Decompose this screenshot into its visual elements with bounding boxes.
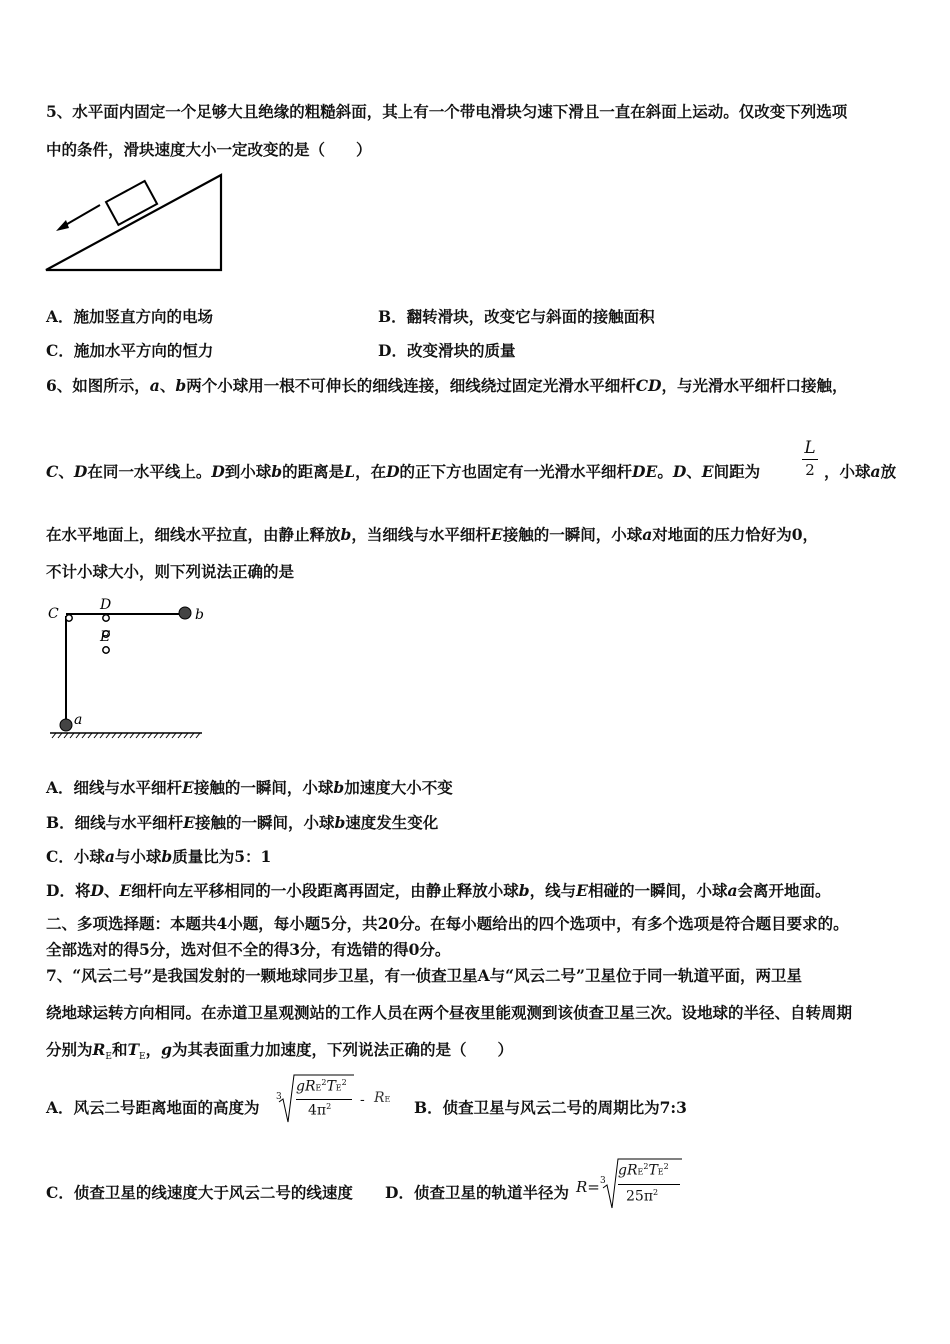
section2-heading-line2: 全部选对的得5分，选对但不全的得3分，有选错的得0分。 [46,940,451,959]
q6-stem-line3: 在水平地面上，细线水平拉直，由静止释放b，当细线与水平细杆E接触的一瞬间，小球a对地面的压力恰好为0， [46,525,819,544]
q7-stem-line2: 绕地球运转方向相同。在赤道卫星观测站的工作人员在两个昼夜里能观测到该侦查卫星三次。设地球的半径、自转周期 [46,1003,853,1022]
label-e: E [100,629,111,645]
q6-stem-line2: C、D在同一水平线上。D到小球b的距离是L，在D的正下方也固定有一光滑水平细杆DE。D、E间距为 [46,462,761,481]
q7-stem-line3: 分别为$R_E$和$T_E$，g为其表面重力加速度，下列说法正确的是（ ） [46,1040,513,1063]
q5-stem-line1: 5、水平面内固定一个足够大且绝缘的粗糙斜面，其上有一个带电滑块匀速下滑且一直在斜面上运动。仅改变下列选项 [46,102,848,121]
q6-stem-line4: 不计小球大小，则下列说法正确的是 [46,562,295,581]
label-d: D [100,597,112,613]
rod-e [103,647,109,653]
q7-stem-line1: 7、“风云二号”是我国发射的一颗地球同步卫星，有一侦查卫星A与“风云二号”卫星位于同一轨道平面，两卫星 [46,966,802,985]
rod-d [103,615,109,621]
label-c: C [48,606,59,622]
label-a: a [74,712,83,728]
q7-option-c: C．侦查卫星的线速度大于风云二号的线速度 [46,1183,353,1202]
formula-a: 3 $gRE^2TE^2$ $4\pi^2$ - RE [276,1072,396,1128]
fraction-l-over-2: L 2 [800,438,820,479]
ball-b [179,607,191,619]
q6-stem-line1: 6、如图所示，a、b两个小球用一根不可伸长的细线连接，细线绕过固定光滑水平细杆CD，与光滑水平细杆口接触， [46,376,848,395]
velocity-arrow-head [56,220,69,231]
q7-option-d-text: D．侦查卫星的轨道半径为 [385,1183,569,1202]
q6-option-a: A．细线与水平细杆E接触的一瞬间，小球b加速度大小不变 [46,778,453,797]
velocity-arrow-shaft [62,205,100,227]
q5-option-b: B．翻转滑块，改变它与斜面的接触面积 [378,307,655,326]
q7-option-b: B．侦查卫星与风云二号的周期比为7:3 [414,1098,687,1117]
q5-option-a: A．施加竖直方向的电场 [46,307,214,326]
formula-d: R= 3 $gRE^2TE^2$ $25\pi^2$ [576,1156,686,1214]
q6-option-c: C．小球a与小球b质量比为5：1 [46,847,272,866]
q6-option-b: B．细线与水平细杆E接触的一瞬间，小球b速度发生变化 [46,813,439,832]
rod-pulley-figure [44,596,214,746]
q5-option-d: D．改变滑块的质量 [378,341,516,360]
incline-figure [40,170,230,280]
ball-a [60,719,72,731]
rod-c [66,615,72,621]
q5-stem-line2: 中的条件，滑块速度大小一定改变的是（ ） [46,140,372,159]
q6-option-d: D．将D、E细杆向左平移相同的一小段距离再固定，由静止释放小球b，线与E相碰的一瞬间，小球a会离开地面。 [46,881,831,900]
q7-option-a-text: A．风云二号距离地面的高度为 [46,1098,260,1117]
q6-stem-line2-end: ，小球a放 [824,462,897,481]
label-b: b [195,607,204,623]
q5-option-c: C．施加水平方向的恒力 [46,341,214,360]
slider-block [106,181,157,225]
section2-heading-line1: 二、多项选择题：本题共4小题，每小题5分，共20分。在每小题给出的四个选项中，有多个选项是符合题目要求的。 [46,914,849,933]
